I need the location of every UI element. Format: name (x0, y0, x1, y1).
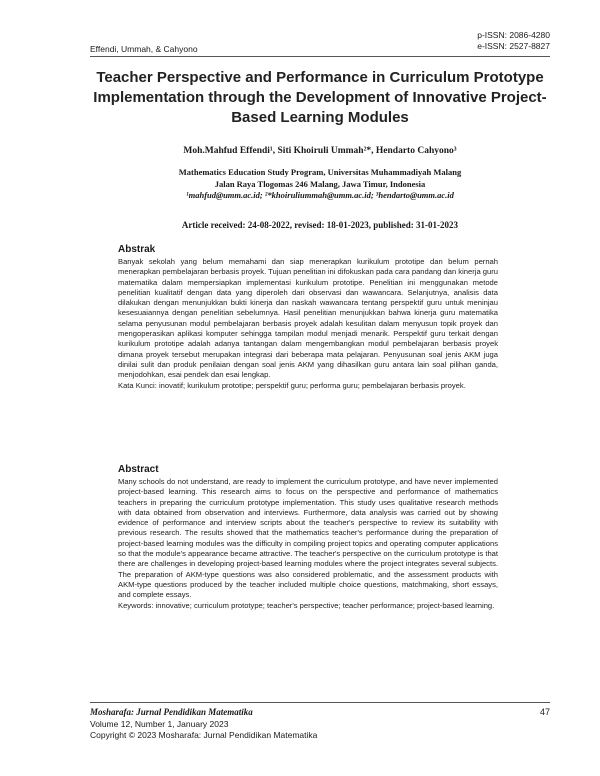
abstract-heading: Abstract (118, 464, 159, 475)
abstrak-body: Banyak sekolah yang belum memahami dan siap menerapkan kurikulum prototipe dan belum pernah menerapkan pembelajaran berbasis proyek. Tujuan penelitian ini difokuskan pada cara pandang dan kinerja guru matematika dalam mempersiapkan implementasi kurikulum prototipe. Penelitian ini menggunakan metode penelitian kualitatif dengan data yang diperoleh dari observasi dan wawancara. Selanjutnya, analisis data dilakukan dengan menunjukkan bukti kinerja dan naskah wawancara tentang perspektif guru untuk meninjau kesesuaiannya dengan penelitian sebelumnya. Hasil penelitian menunjukkan bahwa kinerja guru matematika selama penyusunan modul pembelajaran berbasis proyek adalah kesulitan dalam menyusun topik proyek dan mengoperasikan aplikasi komputer sehingga tampilan modul menjadi menarik. Perspektif guru terkait dengan kurikulum prototipe adalah adanya tantangan dalam mengembangkan modul pembelajaran berbasis proyek dimana proyek tersebut merupakan integrasi dari beberapa mata pelajaran. Penyusunan soal jenis AKM juga dinilai sulit dan produk penilaian dengan soal jenis AKM yang dihasilkan guru antara lain soal pilihan ganda, menjodohkan, esai pendek dan esai lengkap. (118, 257, 498, 380)
abstract-section (118, 477, 498, 611)
affiliation-block (90, 167, 550, 202)
abstrak-heading: Abstrak (118, 244, 156, 255)
header-divider (90, 56, 550, 57)
affiliation-line-1: Mathematics Education Study Program, Universitas Muhammadiyah Malang (178, 167, 462, 177)
p-issn: p-ISSN: 2086-4280 (477, 30, 550, 40)
abstrak-section (118, 257, 498, 391)
footer-volume: Volume 12, Number 1, January 2023 (90, 719, 229, 729)
author-emails[interactable]: ¹mahfud@umm.ac.id; ²*khoiruliummah@umm.ac.id; ³hendarto@umm.ac.id (186, 190, 454, 200)
abstract-keywords: Keywords: innovative; curriculum prototype; teacher's perspective; teacher performance; project-based learning. (118, 600, 495, 610)
e-issn: e-ISSN: 2527-8827 (477, 41, 550, 51)
page-number: 47 (539, 707, 550, 717)
footer-copyright: Copyright © 2023 Mosharafa: Jurnal Pendidikan Matematika (90, 730, 318, 740)
author-list: Moh.Mahfud Effendi¹, Siti Khoiruli Ummah²*, Hendarto Cahyono³ (183, 146, 457, 156)
footer-divider (90, 702, 550, 703)
running-header-authors: Effendi, Ummah, & Cahyono (90, 44, 198, 54)
article-dates: Article received: 24-08-2022, revised: 18-01-2023, published: 31-01-2023 (181, 220, 459, 230)
paper-title: Teacher Perspective and Performance in Curriculum Prototype Implementation through the Development of Innovative Project-Based Learning Modules (93, 69, 547, 126)
abstrak-keywords: Kata Kunci: inovatif; kurikulum prototipe; perspektif guru; performa guru; pembelajaran berbasis proyek. (118, 380, 466, 390)
affiliation-line-2: Jalan Raya Tlogomas 246 Malang, Jawa Timur, Indonesia (214, 178, 426, 189)
issn-block (477, 30, 550, 52)
footer-journal-name: Mosharafa: Jurnal Pendidikan Matematika (90, 707, 253, 717)
abstract-body: Many schools do not understand, are ready to implement the curriculum prototype, and have never implemented project-based learning. This research aims to focus on the perspective and performance of mathematics teachers in preparing the curriculum prototype implementation. This study uses qualitative research methods with data obtained from observation and interviews. Furthermore, data analysis was carried out by showing evidence of performance and interview scripts about the teacher's perspective to review its suitability with previous research. The results showed that the mathematics teacher's performance during the preparation of project-based learning modules was the difficulty in compiling project topics and operating computer applications so that the module's appearance became attractive. The teacher's perspective on the curriculum prototype is that there are challenges in developing project-based learning modules where the project integrates several subjects. The preparation of AKM-type questions was also considered problematic, and the assessment products with AKM-type questions produced by the teacher included multiple choice questions, matchmaking, short essays, and complete essays. (118, 477, 498, 600)
